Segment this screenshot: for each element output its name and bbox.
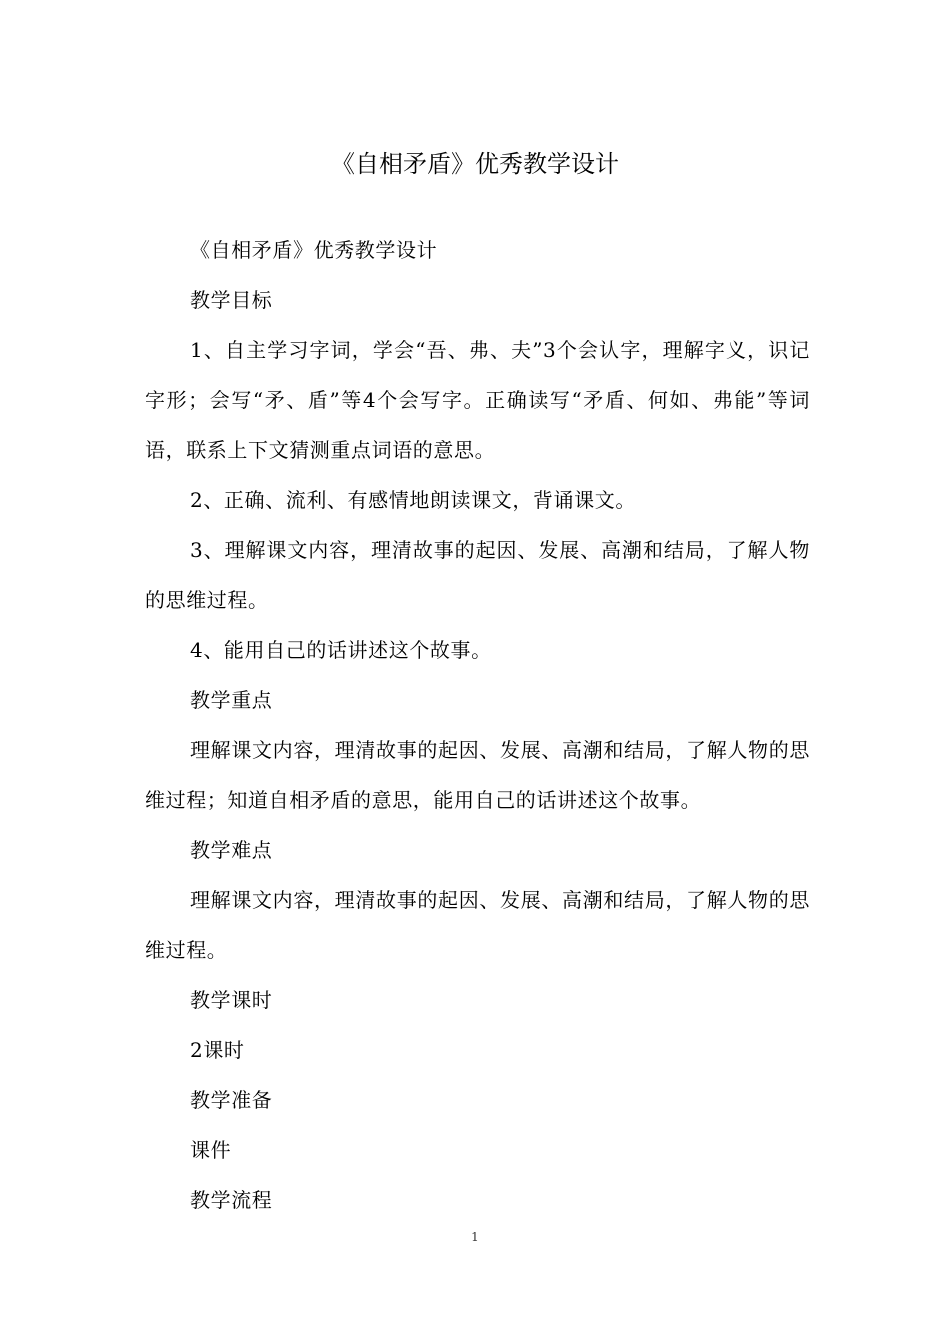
heading-preparation: 教学准备 (190, 1088, 273, 1112)
document-title: 《自相矛盾》优秀教学设计 (331, 150, 619, 178)
objective-1: 1、自主学习字词，学会“吾、弗、夫”3个会认字，理解字义，识记字形；会写“矛、盾”等4个会写字。正确读写“矛盾、何如、弗能”等词语，联系上下文猜测重点词语的意思。 (145, 338, 810, 462)
paragraph-subtitle: 《自相矛盾》优秀教学设计 (190, 238, 438, 262)
objective-2: 2、正确、流利、有感情地朗读课文，背诵课文。 (190, 488, 636, 512)
document-body (145, 225, 810, 1225)
heading-key-points: 教学重点 (190, 688, 273, 712)
key-points-text: 理解课文内容，理清故事的起因、发展、高潮和结局，了解人物的思维过程；知道自相矛盾的意思，能用自己的话讲述这个故事。 (145, 738, 810, 812)
objective-4: 4、能用自己的话讲述这个故事。 (190, 638, 492, 662)
preparation-text: 课件 (190, 1138, 232, 1162)
heading-teaching-objectives: 教学目标 (190, 288, 273, 312)
objective-3: 3、理解课文内容，理清故事的起因、发展、高潮和结局，了解人物的思维过程。 (145, 538, 810, 612)
difficulties-text: 理解课文内容，理清故事的起因、发展、高潮和结局，了解人物的思维过程。 (145, 888, 810, 962)
heading-difficulties: 教学难点 (190, 838, 273, 862)
page-number: 1 (471, 1230, 479, 1244)
class-hours-text: 2课时 (190, 1038, 245, 1062)
heading-class-hours: 教学课时 (190, 988, 273, 1012)
heading-teaching-process: 教学流程 (190, 1188, 273, 1212)
